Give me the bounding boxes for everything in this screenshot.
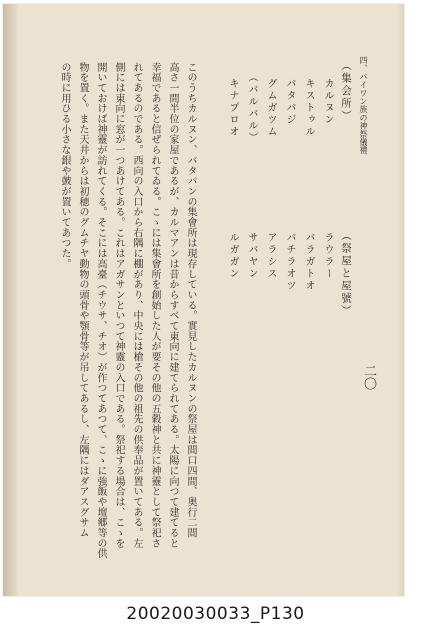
term-left: グムガツム — [265, 78, 276, 138]
term-right: バチラオツ — [284, 232, 295, 292]
scanned-page — [3, 4, 404, 596]
binding-gutter — [3, 4, 17, 596]
heading-shrine-names: （祭屋と屋號） — [340, 230, 352, 318]
page-number: 二〇 — [361, 364, 376, 390]
term-left: カルヌン — [322, 78, 333, 126]
term-left: （バルバル） — [246, 72, 257, 144]
term-right: ラウラー — [322, 232, 333, 280]
body-line: このうちカルヌン、バタバンの集會所は現存している。實見したカルヌンの祭屋は間口四間、奥行二間 — [185, 62, 196, 539]
term-right: サバヤン — [246, 232, 257, 280]
archive-caption: 20020030033_P130 — [126, 604, 305, 624]
body-line: 幸福であると信ぜられてゐる。こゝには集會所を創始した人が要その他の五穀神と共に神靈として祭祀さ — [149, 62, 160, 549]
term-left: キナプロオ — [227, 78, 238, 138]
term-right: ルガガン — [227, 232, 238, 280]
body-line: の時に用ひる小さな銀や皷が置いてあつた。 — [59, 62, 70, 269]
body-line: 物を置く。また天井からは初穂のグムチヤ動物の頭骨や顎骨等が吊してあるし、左隅にはダアスグサム — [77, 62, 88, 539]
term-left: キストゥル — [303, 78, 314, 138]
running-header: 四、パイワン族の神祭儀禮 — [359, 56, 368, 155]
page-edge-shadow — [398, 4, 404, 596]
term-right: バラガトオ — [303, 232, 314, 292]
term-left: バタバジ — [284, 78, 295, 126]
body-line: 開いておけば神靈が訪れてくる。そこには高臺（チウサ、チオ）が作つてあつて、こゝに強飯や壇郷等の供 — [95, 62, 106, 559]
term-right: アラシス — [265, 232, 276, 280]
body-line: れてあるのである。西向の入口から右隅に棚があり、中央には槍その他の祖先の供奉品が置いてある。左 — [131, 62, 142, 549]
body-line: 側には東向に窓が一つあけてある。これはアガサンといつて神靈の入口である。祭祀する場合は、こゝを — [113, 62, 124, 549]
heading-meeting-hall: （集会所） — [340, 60, 352, 123]
body-line: 高さ一間半位の家屋であるが、カルマアンは昔からすべて東向に建てられてある。太陽に向つて建てると — [167, 62, 178, 549]
